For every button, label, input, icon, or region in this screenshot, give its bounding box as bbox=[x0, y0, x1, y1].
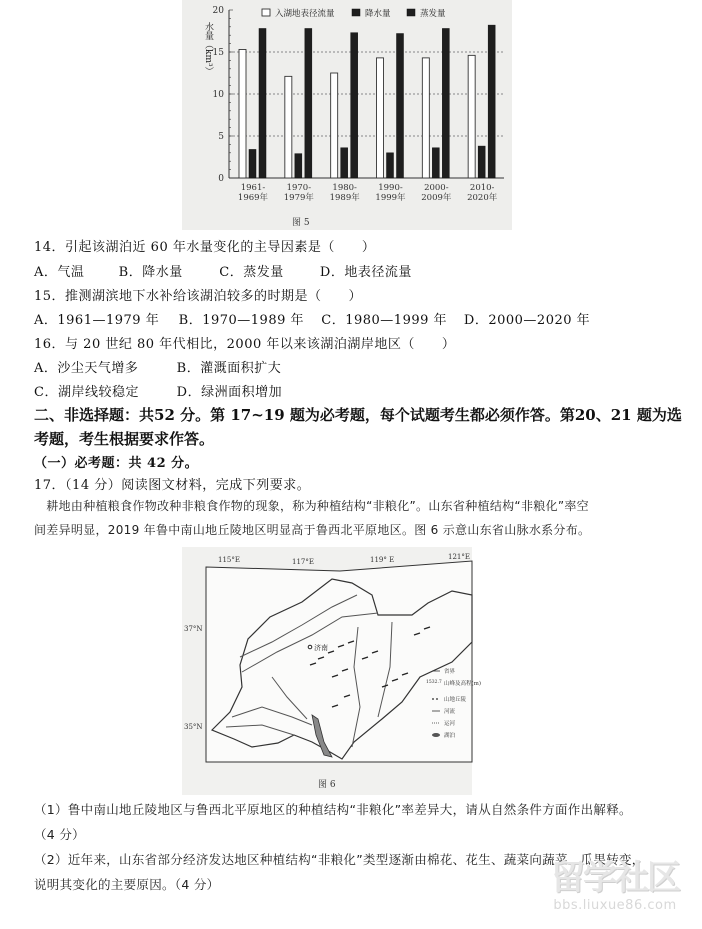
bar-evaporation bbox=[488, 25, 495, 178]
chart-axes bbox=[213, 6, 504, 203]
x-tick-label: 1979年 bbox=[283, 193, 314, 203]
q15-option-b[interactable]: B．1970—1989 年 bbox=[178, 313, 304, 328]
chart-caption: 图 5 bbox=[292, 218, 310, 228]
y-tick-label: 20 bbox=[212, 6, 224, 16]
lat-label-35: 35°N bbox=[184, 723, 203, 731]
bar-evaporation bbox=[351, 33, 358, 178]
section2-heading-line1: 二、非选择题：共52 分。第 17~19 题为必考题，每个试题考生都必须作答。第20、21 题为选 bbox=[34, 406, 682, 424]
x-tick-label: 1970- bbox=[286, 183, 312, 193]
q14-option-d[interactable]: D．地表径流量 bbox=[319, 265, 412, 280]
x-tick-label: 2020年 bbox=[467, 193, 498, 203]
bar-precipitation bbox=[341, 148, 348, 178]
q16-option-b[interactable]: B．灌溉面积扩大 bbox=[176, 361, 282, 376]
figure-5-chart bbox=[182, 0, 512, 230]
x-tick-label: 2009年 bbox=[421, 193, 452, 203]
bar-runoff bbox=[331, 73, 338, 178]
map-caption: 图 6 bbox=[318, 780, 336, 790]
section2-heading-line2: 考题，考生根据要求作答。 bbox=[34, 430, 215, 448]
x-tick-label: 1961- bbox=[240, 183, 266, 193]
bar-evaporation bbox=[397, 34, 404, 178]
bar-runoff bbox=[285, 76, 292, 178]
legend-label-canal: 运河 bbox=[444, 721, 456, 727]
x-tick-label: 2010- bbox=[469, 183, 495, 193]
section2-subheading: （一）必考题：共 42 分。 bbox=[34, 456, 199, 471]
y-tick-label: 15 bbox=[212, 48, 224, 58]
lon-label-117: 117°E bbox=[292, 558, 314, 566]
q16-option-d[interactable]: D．绿洲面积增加 bbox=[176, 385, 283, 400]
chart-legend bbox=[262, 8, 446, 19]
q14-options bbox=[34, 261, 412, 280]
q17-sub2-line2: 说明其变化的主要原因。（4 分） bbox=[34, 877, 220, 892]
bar-runoff bbox=[239, 49, 246, 178]
legend-label-hills: 山地丘陵 bbox=[444, 697, 467, 703]
y-tick-label: 0 bbox=[218, 174, 224, 184]
x-tick-label: 2000- bbox=[424, 183, 449, 193]
legend-peak-value: 1532.7 bbox=[426, 680, 442, 685]
q16-options-row1 bbox=[34, 357, 281, 376]
bar-evaporation bbox=[442, 28, 449, 178]
q17-stem: 17．（14 分）阅读图文材料，完成下列要求。 bbox=[34, 478, 311, 493]
q17-sub1-line2: （4 分） bbox=[34, 827, 85, 842]
legend-label: 降水量 bbox=[365, 9, 391, 19]
q15-stem: 15．推测湖滨地下水补给该湖泊较多的时期是（ ） bbox=[34, 289, 363, 304]
y-tick-label: 10 bbox=[212, 90, 224, 100]
legend-swatch bbox=[262, 9, 270, 16]
q17-material-line1: 耕地由种植粮食作物改种非粮食作物的现象，称为种植结构“非粮化”。山东省种植结构“非粮化”率空 bbox=[34, 499, 589, 513]
lon-label-115: 115°E bbox=[218, 556, 240, 564]
bar-precipitation bbox=[249, 149, 256, 178]
legend-label: 蒸发量 bbox=[420, 9, 446, 19]
legend-label-lake: 湖泊 bbox=[444, 733, 456, 739]
q16-option-c[interactable]: C．湖岸线较稳定 bbox=[34, 385, 139, 400]
q16-options-row2 bbox=[34, 381, 282, 400]
q15-option-a[interactable]: A．1961—1979 年 bbox=[34, 313, 160, 328]
bar-precipitation bbox=[432, 148, 439, 178]
watermark bbox=[540, 858, 690, 924]
q17-sub2-line1: （2）近年来，山东省部分经济发达地区种植结构“非粮化”类型逐渐由棉花、花生、蔬菜向蔬菜、瓜果转变， bbox=[34, 852, 645, 867]
q14-option-a[interactable]: A．气温 bbox=[34, 265, 85, 280]
q14-option-b[interactable]: B．降水量 bbox=[118, 265, 183, 280]
q14-option-c[interactable]: C．蒸发量 bbox=[219, 265, 284, 280]
x-tick-label: 1969年 bbox=[237, 193, 269, 203]
map-frame bbox=[206, 561, 472, 762]
bar-evaporation bbox=[305, 28, 312, 178]
y-axis-label: 水量（km³） bbox=[203, 22, 213, 76]
q14-stem: 14．引起该湖泊近 60 年水量变化的主导因素是（ ） bbox=[34, 240, 376, 255]
lat-label-37: 37°N bbox=[184, 625, 203, 633]
chart-gridlines bbox=[229, 52, 504, 136]
legend-label-border: 省界 bbox=[444, 669, 456, 675]
legend-swatch bbox=[352, 9, 360, 16]
watermark-logo: 留学社区 bbox=[551, 858, 679, 898]
q15-option-d[interactable]: D．2000—2020 年 bbox=[463, 313, 591, 328]
bar-chart-svg bbox=[182, 0, 512, 230]
q17-material-line2: 间差异明显，2019 年鲁中南山地丘陵地区明显高于鲁西北平原地区。图 6 示意山东省山脉水系分布。 bbox=[34, 523, 591, 537]
q15-options bbox=[34, 309, 590, 328]
legend-swatch bbox=[407, 9, 415, 16]
y-tick-label: 5 bbox=[218, 132, 224, 142]
q15-option-c[interactable]: C．1980—1999 年 bbox=[321, 313, 448, 328]
shandong-map-svg bbox=[182, 547, 482, 795]
lon-label-119: 119° E bbox=[370, 556, 395, 564]
legend-label: 入湖地表径流量 bbox=[275, 9, 335, 19]
bar-runoff bbox=[422, 58, 429, 178]
watermark-url: bbs.liuxue86.com bbox=[553, 898, 677, 913]
lon-label-121: 121°E bbox=[448, 553, 470, 561]
bar-runoff bbox=[377, 58, 384, 178]
bar-precipitation bbox=[478, 146, 485, 178]
q16-stem: 16．与 20 世纪 80 年代相比，2000 年以来该湖泊湖岸地区（ ） bbox=[34, 337, 456, 352]
x-tick-label: 1980- bbox=[332, 183, 357, 193]
city-label-jinan: 济南 bbox=[314, 644, 328, 652]
chart-bars bbox=[239, 25, 495, 178]
bar-precipitation bbox=[387, 153, 394, 178]
figure-6-map bbox=[182, 547, 482, 795]
x-tick-label: 1989年 bbox=[329, 193, 360, 203]
x-tick-label: 1999年 bbox=[375, 193, 406, 203]
x-tick-label: 1990- bbox=[378, 183, 403, 193]
bar-precipitation bbox=[295, 154, 302, 178]
legend-label-peak: 山峰及高程(m) bbox=[444, 681, 482, 687]
legend-label-river: 河流 bbox=[444, 709, 456, 715]
q16-option-a[interactable]: A．沙尘天气增多 bbox=[34, 361, 139, 376]
q17-sub1-line1: （1）鲁中南山地丘陵地区与鲁西北平原地区的种植结构“非粮化”率差异大，请从自然条件方面作出解释。 bbox=[34, 802, 632, 817]
bar-evaporation bbox=[259, 28, 266, 178]
bar-runoff bbox=[468, 55, 475, 178]
